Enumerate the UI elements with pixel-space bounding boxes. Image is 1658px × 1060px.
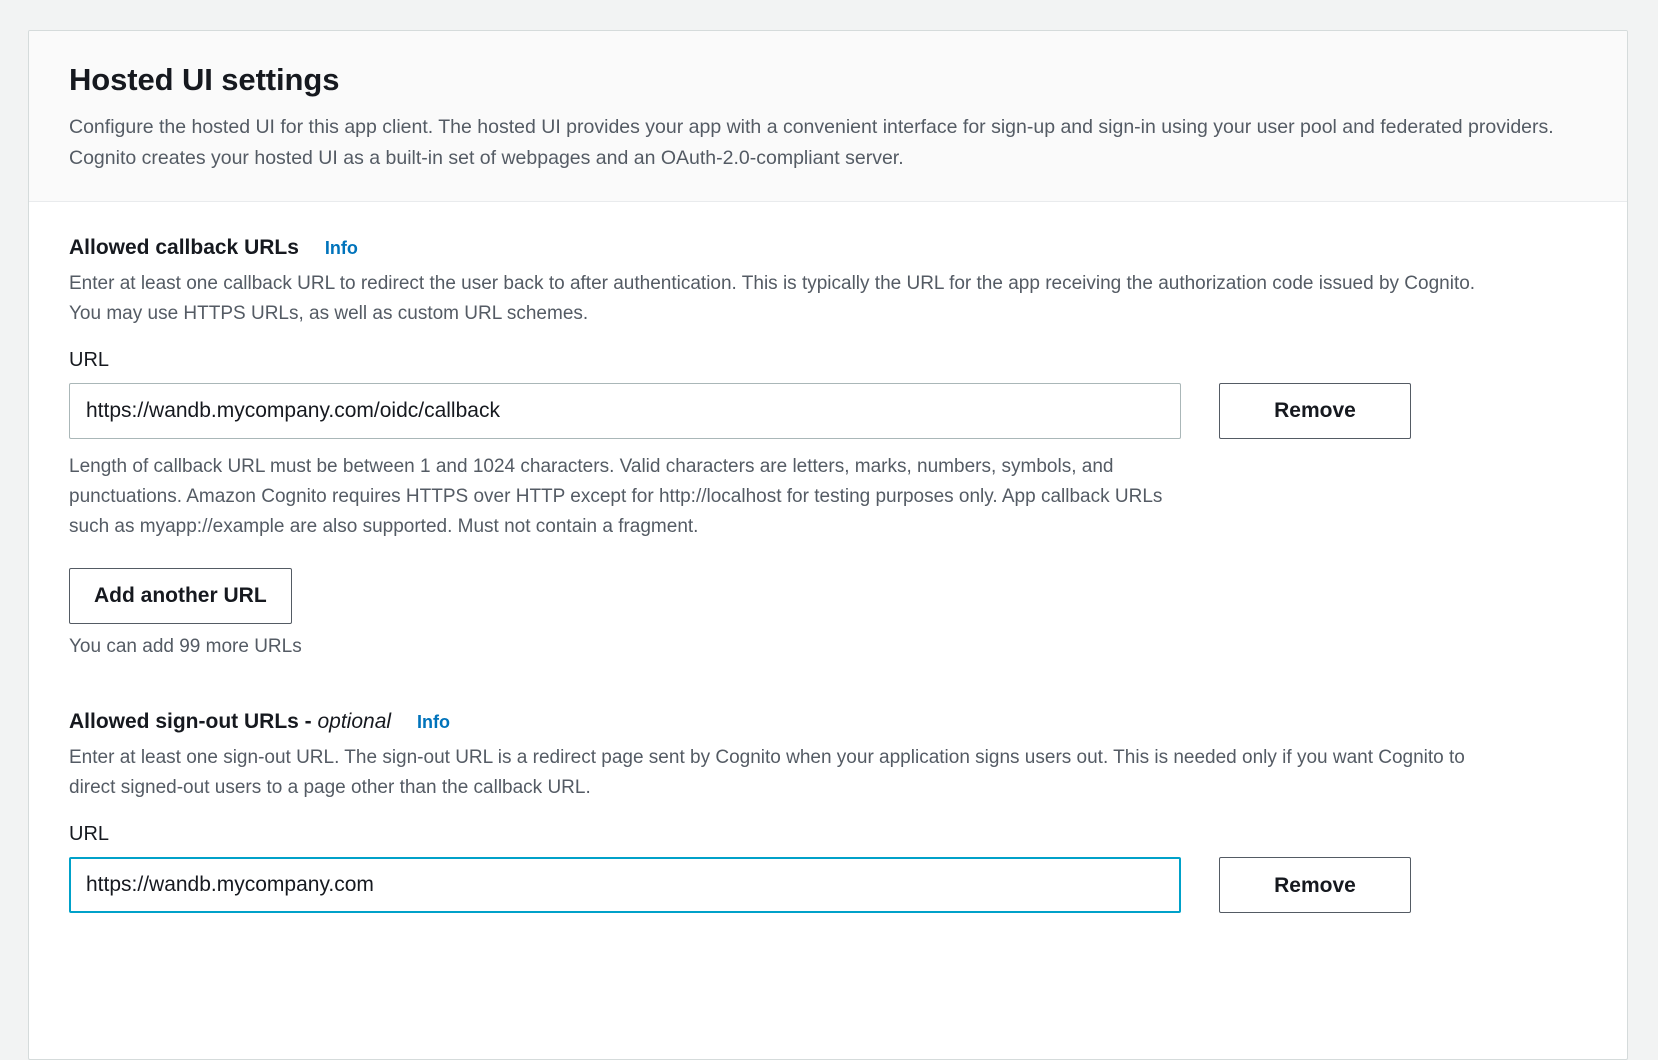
page-description: Configure the hosted UI for this app client. The hosted UI provides your app with a convenient interface for sign-up and sign-in using your user pool and federated providers. Cognito creates your hosted UI as a built-in set of webpages and an OAuth-2.0-compliant server. <box>69 116 1554 170</box>
card-body <box>29 202 1627 914</box>
signout-urls-info-link[interactable]: Info <box>417 711 451 732</box>
callback-url-constraint-text: Length of callback URL must be between 1 and 1024 characters. Valid characters are letters, marks, numbers, symbols, and punctuations. Amazon Cognito requires HTTPS over HTTP except for http://localhost for testing purposes only. App callback URLs such as myapp://example are also supported. Must not contain a fragment. <box>69 455 1163 537</box>
callback-url-remove-button[interactable]: Remove <box>1219 383 1411 439</box>
signout-url-input[interactable] <box>69 857 1181 913</box>
signout-url-remove-button[interactable]: Remove <box>1219 857 1411 913</box>
signout-urls-label-text: Allowed sign-out URLs - <box>69 709 318 733</box>
add-another-callback-url-button[interactable]: Add another URL <box>69 568 292 624</box>
signout-urls-label-row <box>69 708 1587 735</box>
callback-url-add-note: You can add 99 more URLs <box>69 635 302 657</box>
callback-urls-label: Allowed callback URLs <box>69 235 299 259</box>
callback-urls-label-row <box>69 234 1587 261</box>
allowed-signout-urls-section <box>69 708 1587 913</box>
signout-urls-label <box>69 708 391 735</box>
callback-urls-info-link[interactable]: Info <box>324 237 358 258</box>
callback-url-input[interactable] <box>69 383 1181 439</box>
section-spacer <box>69 664 1587 708</box>
hosted-ui-settings-card <box>28 30 1628 1060</box>
callback-url-input-row <box>69 383 1587 439</box>
callback-urls-help-text: Enter at least one callback URL to redirect the user back to after authentication. This is typically the URL for the app receiving the authorization code issued by Cognito. You may use HTTPS URLs, as well as custom URL schemes. <box>69 272 1476 324</box>
signout-url-input-row <box>69 857 1587 913</box>
signout-url-field-label: URL <box>69 823 110 846</box>
card-header <box>29 31 1627 202</box>
callback-url-field-label: URL <box>69 348 110 371</box>
signout-urls-optional-tag: optional <box>317 709 392 733</box>
signout-urls-help-text: Enter at least one sign-out URL. The sign-out URL is a redirect page sent by Cognito when your application signs users out. This is needed only if you want Cognito to direct signed-out users to a page other than the callback URL. <box>69 747 1465 799</box>
allowed-callback-urls-section <box>69 234 1587 658</box>
page-title: Hosted UI settings <box>69 62 340 97</box>
